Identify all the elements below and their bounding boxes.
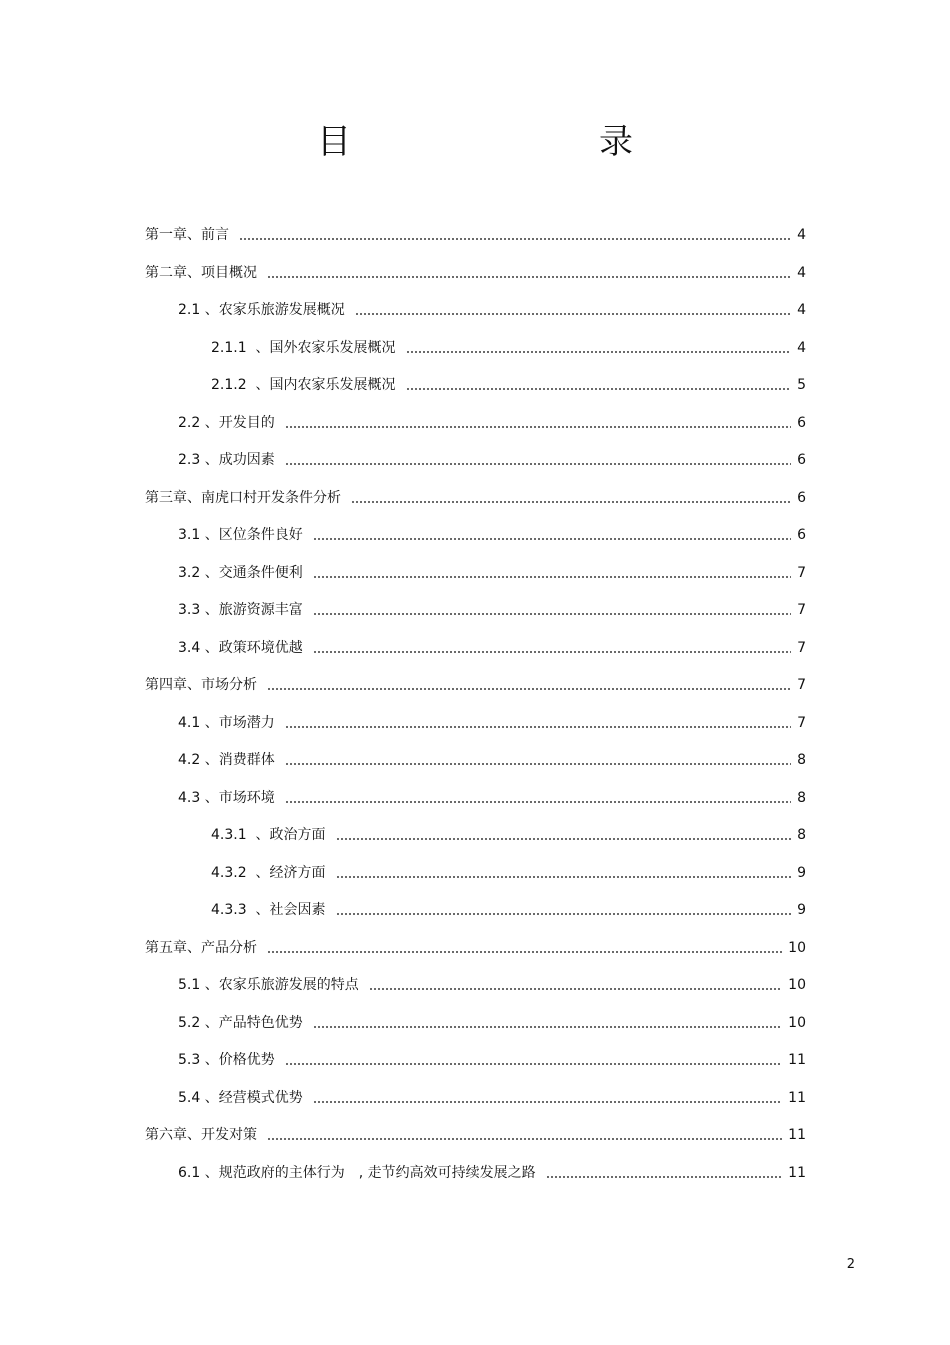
toc-entry-page: 4 [797,227,806,243]
toc-entry[interactable] [145,936,806,960]
dot-leader [351,491,791,505]
toc-entry-label: 第六章、开发对策 [145,1127,257,1143]
toc-entry-label: 5.1 、农家乐旅游发展的特点 [178,977,359,993]
toc-entry-page: 7 [797,640,806,656]
toc-entry-page: 11 [788,1090,806,1106]
toc-entry[interactable] [178,1161,806,1185]
toc-entry-label: 5.3 、价格优势 [178,1052,275,1068]
toc-entry[interactable] [211,336,806,360]
toc-entry-page: 6 [797,527,806,543]
toc-entry-label: 3.2 、交通条件便利 [178,565,303,581]
dot-leader [267,1128,782,1142]
toc-entry[interactable] [178,1048,806,1072]
toc-entry-page: 9 [797,902,806,918]
toc-entry[interactable] [211,898,806,922]
toc-entry[interactable] [178,298,806,322]
toc-entry-page: 8 [797,827,806,843]
dot-leader [313,641,791,655]
toc-entry[interactable] [178,786,806,810]
toc-entry-page: 11 [788,1052,806,1068]
toc-entry-label: 5.2 、产品特色优势 [178,1015,303,1031]
toc-entry[interactable] [145,486,806,510]
page-number: 2 [846,1257,855,1272]
toc-entry-page: 8 [797,752,806,768]
toc-entry[interactable] [178,1011,806,1035]
toc-entry[interactable] [178,561,806,585]
toc-entry-page: 4 [797,302,806,318]
toc-entry-label: 4.2 、消费群体 [178,752,275,768]
toc-entry-label: 第一章、前言 [145,227,229,243]
toc-entry[interactable] [178,636,806,660]
toc-entry-label: 第四章、市场分析 [145,677,257,693]
toc-entry-label: 3.4 、政策环境优越 [178,640,303,656]
dot-leader [285,716,791,730]
toc-entry-label: 第二章、项目概况 [145,265,257,281]
dot-leader [406,378,792,392]
dot-leader [267,266,791,280]
toc-entry[interactable] [145,261,806,285]
toc-entry-label: 第三章、南虎口村开发条件分析 [145,490,341,506]
toc-entry-label: 4.3.2 、经济方面 [211,865,326,881]
toc-entry-page: 4 [797,340,806,356]
toc-entry[interactable] [145,673,806,697]
dot-leader [369,978,782,992]
dot-leader [406,341,792,355]
toc-entry-page: 11 [788,1165,806,1181]
dot-leader [313,566,791,580]
toc-entry-label: 4.1 、市场潜力 [178,715,275,731]
page-title: 目 录 [317,122,693,162]
toc-entry-label: 6.1 、规范政府的主体行为 , 走节约高效可持续发展之路 [178,1165,536,1181]
toc-entry-page: 6 [797,452,806,468]
toc-entry-label: 2.3 、成功因素 [178,452,275,468]
toc-entry-page: 6 [797,490,806,506]
toc-entry-label: 第五章、产品分析 [145,940,257,956]
toc-entry[interactable] [211,861,806,885]
dot-leader [313,1091,782,1105]
dot-leader [313,528,791,542]
dot-leader [546,1166,783,1180]
dot-leader [313,603,791,617]
toc-entry-page: 8 [797,790,806,806]
toc-entry[interactable] [211,373,806,397]
toc-entry[interactable] [178,448,806,472]
toc-entry[interactable] [178,711,806,735]
toc-entry-page: 7 [797,677,806,693]
dot-leader [313,1016,782,1030]
toc-entry[interactable] [145,223,806,247]
dot-leader [285,1053,782,1067]
dot-leader [336,903,792,917]
toc-entry-label: 3.1 、区位条件良好 [178,527,303,543]
toc-entry[interactable] [178,748,806,772]
toc-entry[interactable] [178,523,806,547]
dot-leader [285,416,791,430]
toc-entry-page: 11 [788,1127,806,1143]
toc-entry[interactable] [211,823,806,847]
dot-leader [267,941,782,955]
toc-entry-label: 3.3 、旅游资源丰富 [178,602,303,618]
toc-entry[interactable] [178,411,806,435]
toc-entry-label: 4.3.1 、政治方面 [211,827,326,843]
toc-entry-label: 4.3 、市场环境 [178,790,275,806]
toc-entry-label: 5.4 、经营模式优势 [178,1090,303,1106]
toc-entry-page: 6 [797,415,806,431]
toc-entry-page: 10 [788,1015,806,1031]
toc-entry-page: 10 [788,977,806,993]
dot-leader [285,753,791,767]
dot-leader [336,866,792,880]
toc-entry-label: 2.2 、开发目的 [178,415,275,431]
toc-entry-page: 7 [797,565,806,581]
dot-leader [285,791,791,805]
dot-leader [336,828,792,842]
dot-leader [267,678,791,692]
toc-entry-page: 4 [797,265,806,281]
toc-entry-label: 2.1.2 、国内农家乐发展概况 [211,377,396,393]
toc-entry[interactable] [145,1123,806,1147]
toc-entry[interactable] [178,598,806,622]
toc-entry-label: 4.3.3 、社会因素 [211,902,326,918]
toc-entry[interactable] [178,973,806,997]
dot-leader [355,303,791,317]
toc-entry-page: 5 [797,377,806,393]
dot-leader [239,228,791,242]
toc-entry-page: 9 [797,865,806,881]
toc-entry-page: 10 [788,940,806,956]
toc-entry-label: 2.1.1 、国外农家乐发展概况 [211,340,396,356]
toc-entry[interactable] [178,1086,806,1110]
toc-entry-label: 2.1 、农家乐旅游发展概况 [178,302,345,318]
dot-leader [285,453,791,467]
toc-entry-page: 7 [797,715,806,731]
toc-entry-page: 7 [797,602,806,618]
